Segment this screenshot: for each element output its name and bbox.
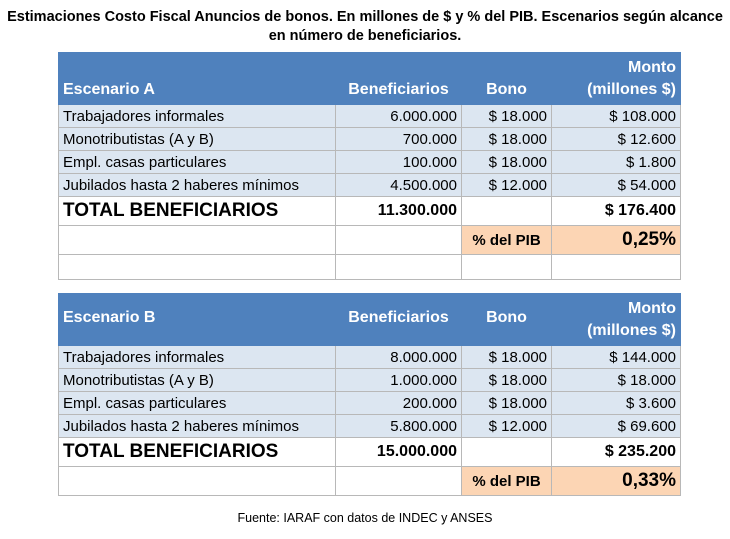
empty-cell xyxy=(59,255,336,280)
empty-cell xyxy=(336,226,462,255)
scenario-a-table xyxy=(58,52,681,280)
row-monto: $ 144.000 xyxy=(552,346,681,369)
row-label: Monotributistas (A y B) xyxy=(59,128,336,151)
row-beneficiarios: 5.800.000 xyxy=(336,415,462,438)
column-header-bono: Bono xyxy=(462,294,552,346)
row-label: Trabajadores informales xyxy=(59,346,336,369)
row-monto: $ 18.000 xyxy=(552,369,681,392)
empty-cell xyxy=(59,467,336,496)
table-row xyxy=(59,346,681,369)
source-note: Fuente: IARAF con datos de INDEC y ANSES xyxy=(237,511,493,525)
row-monto: $ 108.000 xyxy=(552,105,681,128)
row-label: Jubilados hasta 2 haberes mínimos xyxy=(59,174,336,197)
pib-row xyxy=(59,226,681,255)
row-beneficiarios: 200.000 xyxy=(336,392,462,415)
column-header-beneficiarios: Beneficiarios xyxy=(336,53,462,105)
document-title: Estimaciones Costo Fiscal Anuncios de bonos. En millones de $ y % del PIB. Escenarios según alcance en número de beneficiarios. xyxy=(7,9,723,44)
total-monto: $ 176.400 xyxy=(552,197,681,226)
total-beneficiarios: 15.000.000 xyxy=(336,438,462,467)
row-label: Empl. casas particulares xyxy=(59,151,336,174)
pib-row xyxy=(59,467,681,496)
scenario-name: Escenario A xyxy=(59,53,336,105)
empty-cell xyxy=(552,255,681,280)
total-beneficiarios: 11.300.000 xyxy=(336,197,462,226)
row-label: Empl. casas particulares xyxy=(59,392,336,415)
table-row xyxy=(59,369,681,392)
total-monto: $ 235.200 xyxy=(552,438,681,467)
row-bono: $ 18.000 xyxy=(462,346,552,369)
pib-value: 0,33% xyxy=(552,467,681,496)
column-header-monto: Monto (millones $) xyxy=(552,294,681,346)
empty-cell xyxy=(59,226,336,255)
total-label: TOTAL BENEFICIARIOS xyxy=(59,197,336,226)
blank-row xyxy=(59,255,681,280)
row-monto: $ 54.000 xyxy=(552,174,681,197)
total-label: TOTAL BENEFICIARIOS xyxy=(59,438,336,467)
row-bono: $ 18.000 xyxy=(462,105,552,128)
table-row xyxy=(59,174,681,197)
empty-cell xyxy=(336,255,462,280)
column-header-beneficiarios: Beneficiarios xyxy=(336,294,462,346)
row-monto: $ 3.600 xyxy=(552,392,681,415)
row-label: Monotributistas (A y B) xyxy=(59,369,336,392)
empty-cell xyxy=(462,255,552,280)
row-beneficiarios: 700.000 xyxy=(336,128,462,151)
table-row xyxy=(59,415,681,438)
row-monto: $ 1.800 xyxy=(552,151,681,174)
row-bono: $ 18.000 xyxy=(462,151,552,174)
table-row xyxy=(59,151,681,174)
scenario-name: Escenario B xyxy=(59,294,336,346)
row-bono: $ 12.000 xyxy=(462,174,552,197)
row-bono: $ 12.000 xyxy=(462,415,552,438)
row-bono: $ 18.000 xyxy=(462,392,552,415)
row-beneficiarios: 4.500.000 xyxy=(336,174,462,197)
column-header-monto: Monto (millones $) xyxy=(552,53,681,105)
total-row xyxy=(59,438,681,467)
row-bono: $ 18.000 xyxy=(462,128,552,151)
table-header-row xyxy=(59,294,681,346)
pib-label: % del PIB xyxy=(462,467,552,496)
row-beneficiarios: 1.000.000 xyxy=(336,369,462,392)
total-row xyxy=(59,197,681,226)
table-header-row xyxy=(59,53,681,105)
row-monto: $ 12.600 xyxy=(552,128,681,151)
row-bono: $ 18.000 xyxy=(462,369,552,392)
row-beneficiarios: 6.000.000 xyxy=(336,105,462,128)
pib-label: % del PIB xyxy=(462,226,552,255)
scenario-b-table xyxy=(58,293,681,496)
pib-value: 0,25% xyxy=(552,226,681,255)
empty-cell xyxy=(336,467,462,496)
row-label: Jubilados hasta 2 haberes mínimos xyxy=(59,415,336,438)
total-bono-empty xyxy=(462,438,552,467)
total-bono-empty xyxy=(462,197,552,226)
row-label: Trabajadores informales xyxy=(59,105,336,128)
row-beneficiarios: 100.000 xyxy=(336,151,462,174)
table-row xyxy=(59,392,681,415)
row-monto: $ 69.600 xyxy=(552,415,681,438)
row-beneficiarios: 8.000.000 xyxy=(336,346,462,369)
table-row xyxy=(59,105,681,128)
column-header-bono: Bono xyxy=(462,53,552,105)
table-row xyxy=(59,128,681,151)
